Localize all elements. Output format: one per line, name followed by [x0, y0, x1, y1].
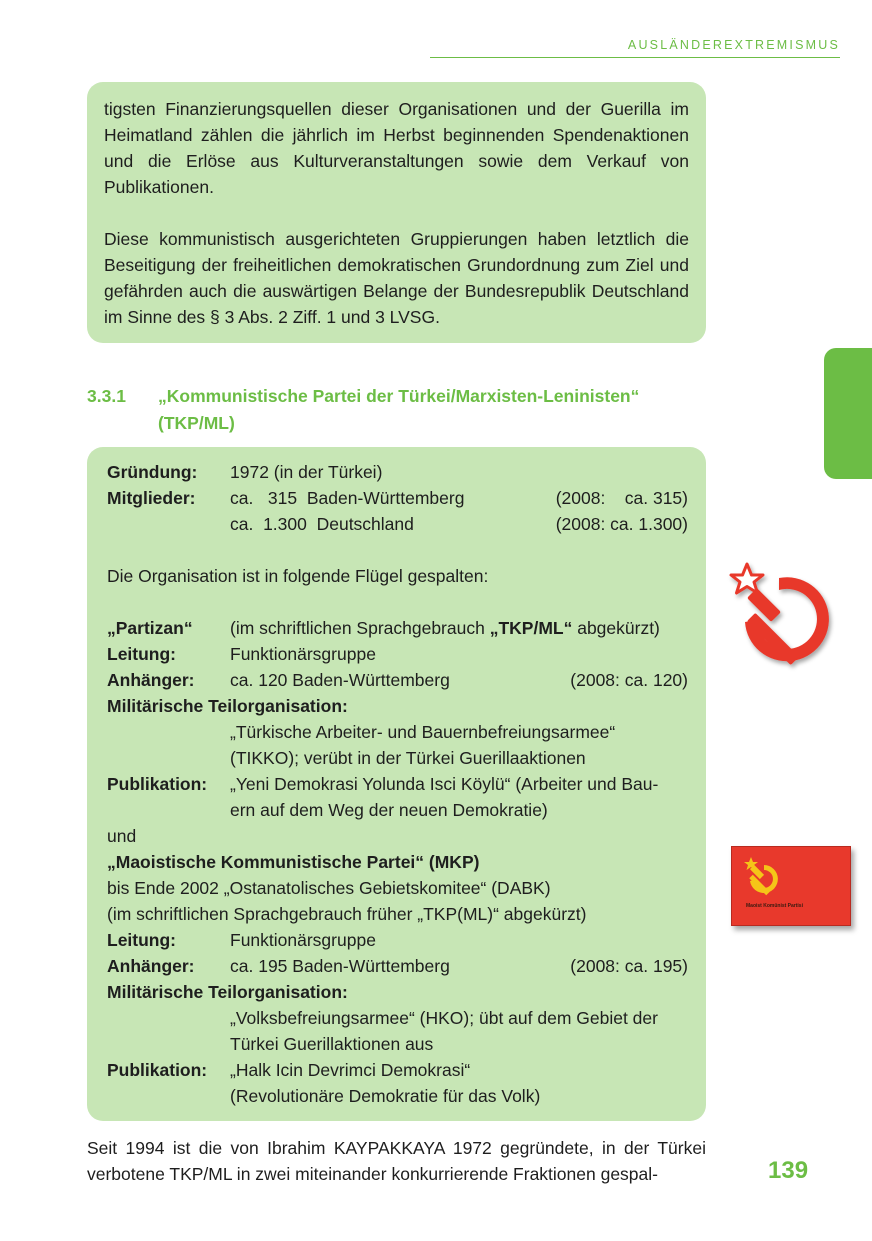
leitung-value: Funktionärsgruppe: [230, 930, 376, 950]
mitglieder-bw-value: ca. 315 Baden-Württemberg: [230, 488, 465, 508]
section-title: [158, 383, 718, 437]
row-partizan-anhaenger: [107, 667, 688, 693]
publikation-value-line2: ern auf dem Weg der neuen Demokratie): [230, 800, 548, 820]
anhaenger-value: ca. 120 Baden-Württemberg: [230, 670, 450, 690]
partizan-post: abgekürzt): [572, 618, 660, 638]
spacer: [107, 589, 688, 615]
row-partizan: [107, 615, 688, 641]
row-partizan-pub-1: [107, 771, 688, 797]
anhaenger-label: Anhänger:: [107, 670, 195, 690]
row-gruendung: [107, 459, 688, 485]
flag-hammer-sickle-icon: [742, 855, 782, 899]
mkp-flag-image: [731, 846, 851, 926]
leitung-label: Leitung:: [107, 930, 177, 950]
publikation-value-line2: (Revolutionäre Demokratie für das Volk): [230, 1086, 541, 1106]
row-mkp-mil-label: [107, 979, 688, 1005]
header-rule: [430, 57, 840, 58]
mitglieder-de-value: ca. 1.300 Deutschland: [230, 514, 414, 534]
partizan-label: „Partizan“: [107, 618, 193, 638]
chapter-tab: [824, 348, 872, 479]
row-mitglieder-bw: [107, 485, 688, 511]
row-mkp-1: [107, 875, 688, 901]
military-label: Militärische Teilorganisation:: [107, 696, 348, 716]
row-mkp-title: [107, 849, 688, 875]
military-label: Militärische Teilorganisation:: [107, 982, 348, 1002]
row-mkp-leitung: [107, 927, 688, 953]
organisation-profile-box: [87, 447, 706, 1121]
row-partizan-pub-2: [107, 797, 688, 823]
mitglieder-bw-previous: (2008: ca. 315): [555, 488, 688, 508]
leitung-label: Leitung:: [107, 644, 177, 664]
partizan-pre: (im schriftlichen Sprachgebrauch: [230, 618, 490, 638]
row-partizan-mil-1: [107, 719, 688, 745]
body-paragraph: Seit 1994 ist die von Ibrahim KAYPAKKAYA 1972 gegründete, in der Türkei verbotene TKP/ML in zwei miteinander konkurrierende Fraktionen gespal-: [87, 1138, 706, 1184]
publikation-label: Publikation:: [107, 774, 208, 794]
military-value-line2: Türkei Guerillaktionen aus: [230, 1034, 434, 1054]
section-title-line1: „Kommunistische Partei der Türkei/Marxisten-Leninisten“: [158, 386, 640, 406]
row-mkp-2: [107, 901, 688, 927]
mkp-title: „Maoistische Kommunistische Partei“ (MKP): [107, 852, 480, 872]
info-box-financing: [87, 82, 706, 343]
und-text: und: [107, 826, 137, 846]
anhaenger-previous: (2008: ca. 120): [570, 670, 688, 690]
mkp-line1: bis Ende 2002 „Ostanatolisches Gebietskomitee“ (DABK): [107, 878, 551, 898]
mitglieder-label: Mitglieder:: [107, 488, 196, 508]
publikation-value-line1: „Halk Icin Devrimci Demokrasi“: [230, 1060, 471, 1080]
leitung-value: Funktionärsgruppe: [230, 644, 376, 664]
row-mkp-pub-1: [107, 1057, 688, 1083]
anhaenger-value: ca. 195 Baden-Württemberg: [230, 956, 450, 976]
military-value-line2: (TIKKO); verübt in der Türkei Guerillaaktionen: [230, 748, 586, 768]
section-title-line2: (TKP/ML): [158, 413, 235, 433]
page-number: 139: [768, 1157, 809, 1184]
military-value-line1: „Volksbefreiungsarmee“ (HKO); übt auf dem Gebiet der: [230, 1008, 658, 1028]
row-split: [107, 563, 688, 589]
gruendung-value: 1972 (in der Türkei): [230, 462, 383, 482]
financing-paragraph: tigsten Finanzierungsquellen dieser Organisationen und der Guerilla im Heimatland zählen die jährlich im Herbst beginnenden Spendenaktionen und die Erlöse aus Kulturveranstaltungen sowie dem Verkauf von Publikationen.: [104, 99, 689, 197]
anhaenger-previous: (2008: ca. 195): [570, 956, 688, 976]
gruendung-label: Gründung:: [107, 462, 198, 482]
military-value-line1: „Türkische Arbeiter- und Bauernbefreiungsarmee“: [230, 722, 616, 742]
row-partizan-leitung: [107, 641, 688, 667]
anhaenger-label: Anhänger:: [107, 956, 195, 976]
mitglieder-de-previous: (2008: ca. 1.300): [555, 514, 688, 534]
row-mkp-anhaenger: [107, 953, 688, 979]
publikation-value-line1: „Yeni Demokrasi Yolunda Isci Köylü“ (Arbeiter und Bau-: [230, 774, 659, 794]
row-mitglieder-de: [107, 511, 688, 537]
publikation-label: Publikation:: [107, 1060, 208, 1080]
hammer-sickle-star-icon: [727, 560, 849, 682]
flag-caption: Maoist Komünist Partisi: [746, 903, 803, 909]
row-partizan-mil-2: [107, 745, 688, 771]
row-und: [107, 823, 688, 849]
mkp-line2: (im schriftlichen Sprachgebrauch früher „TKP(ML)“ abgekürzt): [107, 904, 587, 924]
row-mkp-mil-1: [107, 1005, 688, 1031]
row-partizan-mil-label: [107, 693, 688, 719]
section-number: 3.3.1: [87, 386, 126, 406]
split-text: Die Organisation ist in folgende Flügel gespalten:: [107, 566, 489, 586]
goals-paragraph: Diese kommunistisch ausgerichteten Gruppierungen haben letztlich die Beseitigung der freiheitlichen demokratischen Grundordnung zum Ziel und gefährden auch die auswärtigen Belange der Bundesrepublik Deutschland im Sinne des § 3 Abs. 2 Ziff. 1 und 3 LVSG.: [104, 229, 689, 327]
row-mkp-pub-2: [107, 1083, 688, 1109]
partizan-description: [230, 615, 660, 641]
partizan-abbreviation: „TKP/ML“: [489, 618, 573, 638]
running-header: AUSLÄNDEREXTREMISMUS: [627, 38, 840, 52]
spacer: [107, 537, 688, 563]
row-mkp-mil-2: [107, 1031, 688, 1057]
